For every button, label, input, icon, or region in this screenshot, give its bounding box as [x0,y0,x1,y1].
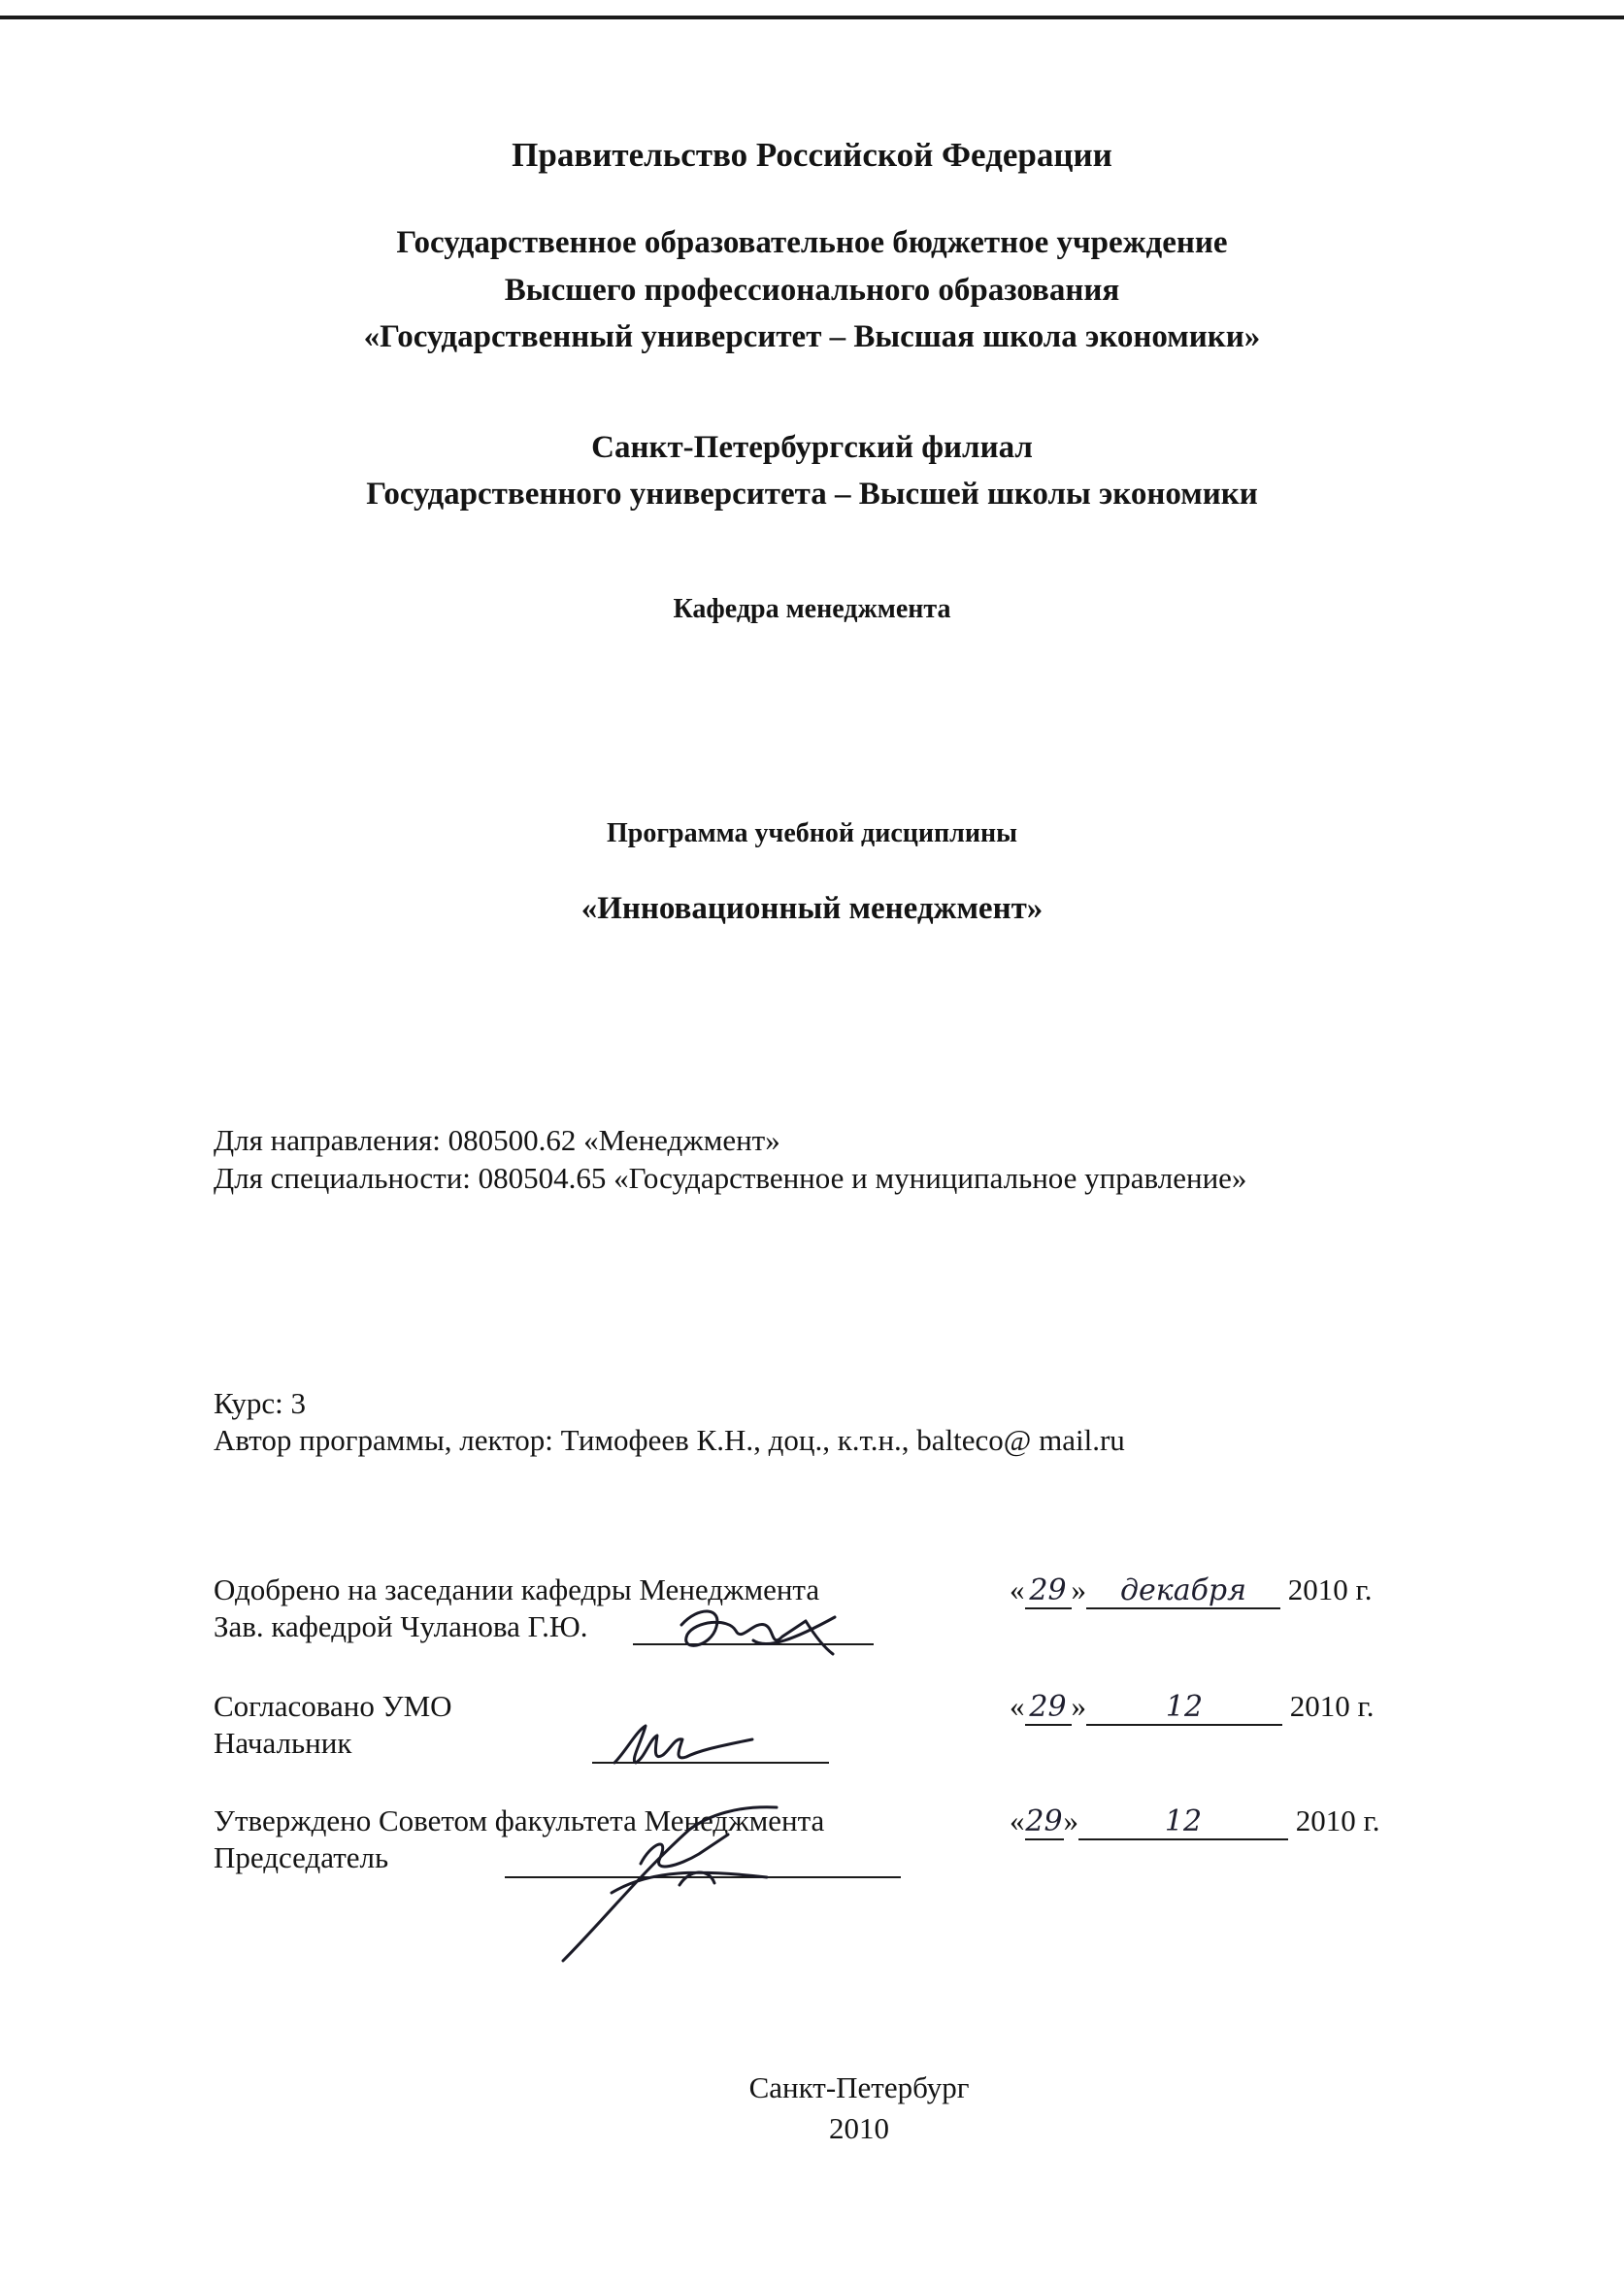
specialty-line: Для специальности: 080504.65 «Государственное и муниципальное управление» [214,1161,1247,1195]
approval-1-date [1010,1572,1372,1609]
branch-line-1: Санкт-Петербургский филиал [591,430,1033,465]
approval-2-quote-close: » [1071,1689,1086,1723]
program-heading: Программа учебной дисциплины [606,818,1018,848]
footer-city: Санкт-Петербург [748,2070,970,2104]
government-title: Правительство Российской Федерации [512,136,1112,174]
approval-1-month: декабря [1086,1573,1280,1609]
institution-line-3: «Государственный университет – Высшая школа экономики» [363,319,1261,354]
approval-2-day: 29 [1025,1690,1072,1726]
approval-1-signature [660,1592,854,1670]
footer-year: 2010 [829,2111,889,2145]
approval-2-line-2: Начальник [214,1726,352,1760]
author-line: Автор программы, лектор: Тимофеев К.Н., доц., к.т.н., balteco@ mail.ru [214,1423,1125,1457]
approval-3-day: 29 [1025,1804,1063,1838]
approval-1-line-1: Одобрено на заседании кафедры Менеджмента [214,1572,820,1606]
approval-2-month: 12 [1086,1690,1282,1726]
approval-2-signature [607,1718,801,1776]
approval-2-year: 2010 г. [1289,1689,1375,1723]
direction-line: Для направления: 080500.62 «Менеджмент» [214,1123,780,1157]
branch-line-2: Государственного университета – Высшей школы экономики [366,477,1258,512]
approval-1-line-2: Зав. кафедрой Чуланова Г.Ю. [214,1609,588,1643]
course-line: Курс: 3 [214,1386,306,1420]
approval-2-line-1: Согласовано УМО [214,1689,452,1723]
institution-line-1: Государственное образовательное бюджетное учреждение [396,225,1228,260]
scan-top-edge [0,16,1624,19]
institution-line-2: Высшего профессионального образования [504,273,1120,308]
approval-1-quote-close: » [1071,1572,1086,1606]
approval-2-date [1010,1689,1374,1726]
approval-3-month: 12 [1078,1804,1288,1840]
approval-3-quote-close: » [1063,1803,1078,1837]
approval-3-year: 2010 г. [1295,1803,1380,1837]
program-title: «Инновационный менеджмент» [580,891,1044,926]
approval-3-signature [544,1776,815,1970]
approval-1-year: 2010 г. [1287,1572,1373,1606]
approval-1-day: 29 [1025,1573,1072,1609]
approval-1-quote-open: « [1010,1572,1025,1606]
approval-3-date [1010,1803,1379,1840]
department-name: Кафедра менеджмента [673,594,951,624]
approval-3-quote-open: « [1010,1803,1025,1837]
approval-3-line-1: Утверждено Советом факультета Менеджмента [214,1803,825,1837]
approval-2-quote-open: « [1010,1689,1025,1723]
approval-3-line-2: Председатель [214,1840,389,1874]
